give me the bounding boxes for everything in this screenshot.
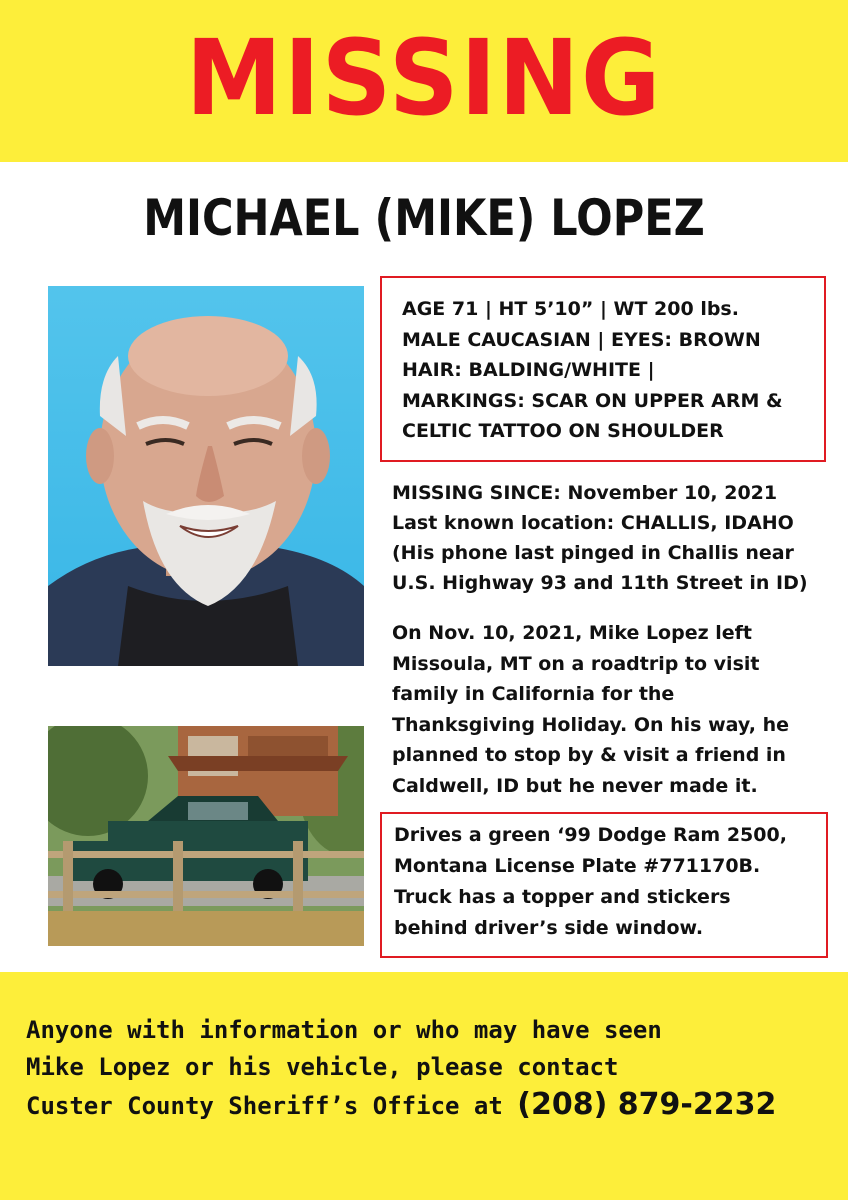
last-known-location: Last known location: CHALLIS, IDAHO xyxy=(392,512,794,534)
story-line: Thanksgiving Holiday. On his way, he xyxy=(392,713,790,736)
vehicle-line: behind driver’s side window. xyxy=(394,917,704,939)
story-line: Caldwell, ID but he never made it. xyxy=(392,774,758,797)
description-line: HAIR: BALDING/WHITE | xyxy=(402,359,655,381)
story-line: Missoula, MT on a roadtrip to visit xyxy=(392,652,760,675)
portrait-illustration xyxy=(48,286,364,666)
missing-since: MISSING SINCE: November 10, 2021 xyxy=(392,482,778,504)
phone-number[interactable]: (208) 879-2232 xyxy=(517,1087,777,1122)
vehicle-line: Drives a green ‘99 Dodge Ram 2500, xyxy=(394,824,787,846)
vehicle-box xyxy=(380,812,828,958)
contact-line: Mike Lopez or his vehicle, please contact xyxy=(26,1053,619,1081)
description-line: AGE 71 | HT 5’10” | WT 200 lbs. xyxy=(402,298,739,320)
missing-title: MISSING xyxy=(185,17,663,139)
story-line: On Nov. 10, 2021, Mike Lopez left xyxy=(392,622,753,644)
description-line: CELTIC TATTOO ON SHOULDER xyxy=(402,420,724,442)
description-line: MALE CAUCASIAN | EYES: BROWN xyxy=(402,328,761,351)
description-line: MARKINGS: SCAR ON UPPER ARM & xyxy=(402,389,783,412)
vehicle-lines xyxy=(394,820,824,944)
story-line: family in California for the xyxy=(392,683,675,705)
phone-ping-note: (His phone last pinged in Challis near xyxy=(392,542,794,564)
contact-line-3 xyxy=(26,1086,826,1125)
missing-details xyxy=(392,478,832,598)
person-name: MICHAEL (MIKE) LOPEZ xyxy=(143,189,705,247)
story-paragraph xyxy=(392,618,832,801)
description-box xyxy=(380,276,826,462)
truck-photo xyxy=(48,726,364,946)
vehicle-line: Truck has a topper and stickers xyxy=(394,886,731,908)
phone-ping-note: U.S. Highway 93 and 11th Street in ID) xyxy=(392,572,808,594)
contact-office: Custer County Sheriff’s Office at xyxy=(26,1092,518,1120)
contact-line: Anyone with information or who may have seen xyxy=(26,1016,662,1044)
contact-info xyxy=(26,1012,826,1125)
truck-illustration xyxy=(48,726,364,946)
vehicle-line: Montana License Plate #771170B. xyxy=(394,855,761,877)
description-lines xyxy=(402,294,822,447)
story-line: planned to stop by & visit a friend in xyxy=(392,744,786,766)
portrait-photo xyxy=(48,286,364,666)
